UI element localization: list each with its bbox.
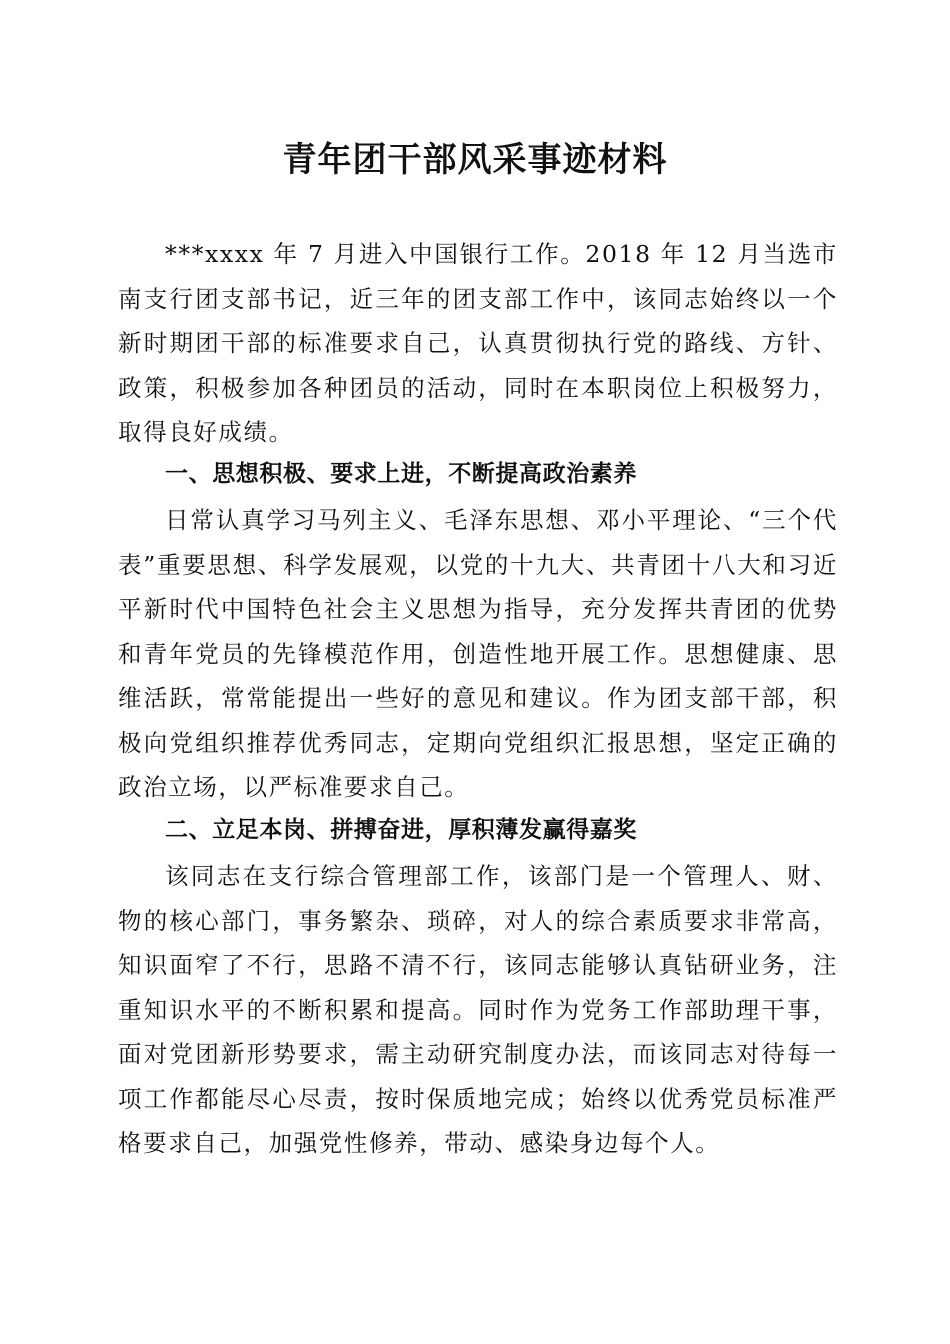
section-heading-1: 一、思想积极、要求上进，不断提高政治素养 [165,461,637,487]
paragraph-section-1: 日常认真学习马列主义、毛泽东思想、邓小平理论、“三个代表”重要思想、科学发展观，以党的十九大、共青团十八大和习近平新时代中国特色社会主义思想为指导，充分发挥共青团的优势和青年党员的先锋模范作用，创造性地开展工作。思想健康、思维活跃，常常能提出一些好的意见和建议。作为团支部干部，积极向党组织推荐优秀同志，定期向党组织汇报思想，坚定正确的政治立场，以严标准要求自己。 [118,506,838,801]
document-title: 青年团干部风采事迹材料 [282,140,668,180]
paragraph-section-2: 该同志在支行综合管理部工作，该部门是一个管理人、财、物的核心部门，事务繁杂、琐碎，对人的综合素质要求非常高，知识面窄了不行，思路不清不行，该同志能够认真钻研业务，注重知识水平的不断积累和提高。同时作为党务工作部助理干事，面对党团新形势要求，需主动研究制度办法，而该同志对待每一项工作都能尽心尽责，按时保质地完成；始终以优秀党员标准严格要求自己，加强党性修养，带动、感染身边每个人。 [118,862,838,1157]
paragraph-intro: ***xxxx 年 7 月进入中国银行工作。2018 年 12 月当选市南支行团支部书记，近三年的团支部工作中，该同志始终以一个新时期团干部的标准要求自己，认真贯彻执行党的路线、方针、政策，积极参加各种团员的活动，同时在本职岗位上积极努力，取得良好成绩。 [118,240,838,446]
section-heading-2: 二、立足本岗、拼搏奋进，厚积薄发赢得嘉奖 [165,817,637,843]
